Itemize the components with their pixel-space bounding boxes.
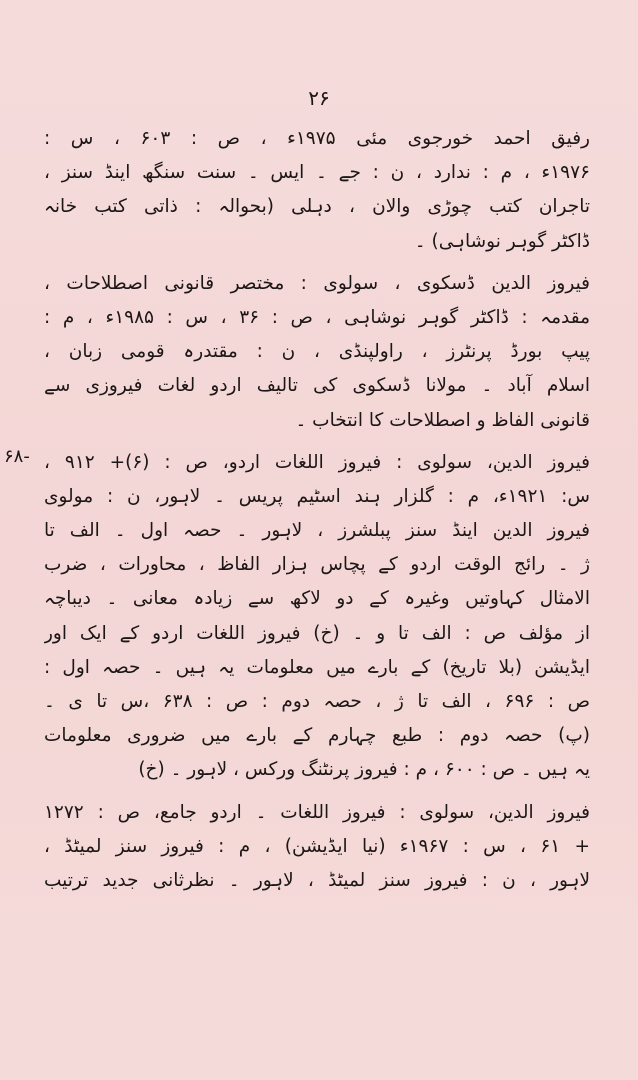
page-content bbox=[4, 122, 590, 898]
text-line: فیروز الدین، سولوی : فیروز اللغات اردو، ص : (۶)+ ۹۱۲ ، bbox=[44, 451, 590, 473]
text-line: مقدمہ : ڈاکٹر گوہر نوشاہی ، ص : ۳۶ ، س : ۱۹۸۵ء ، م : bbox=[44, 306, 590, 328]
text-line: ص : ۶۹۶ ، الف تا ژ ، حصہ دوم : ص : ۶۳۸ ،س تا ی ۔ bbox=[44, 691, 590, 712]
entry-feroz-jame bbox=[44, 796, 590, 899]
text-line: رفیق احمد خورجوی مئی ۱۹۷۵ء ، ص : ۶۰۳ ، س : bbox=[44, 128, 590, 149]
text-line: ڈاکٹر گوہر نوشاہی) ۔ bbox=[414, 230, 590, 252]
text-line: الامثال کہاوتیں وغیرہ کے دو لاکھ سے زیادہ معانی ۔ دیباچہ bbox=[44, 588, 590, 610]
text-line: (پ) حصہ دوم : طبع چہارم کے بارے میں ضروری معلومات bbox=[44, 725, 590, 747]
text-line: فیروز الدین اینڈ سنز پبلشرز ، لاہور ۔ حصہ اول ۔ الف تا bbox=[44, 520, 590, 542]
entry-number: ۶۸- bbox=[4, 445, 30, 467]
page-number: ۲۶ bbox=[308, 86, 330, 110]
text-line: پیپ بورڈ پرنٹرز ، راولپنڈی ، ن : مقتدرہ قومی زبان ، bbox=[44, 341, 590, 363]
text-line: اسلام آباد ۔ مولانا ڈسکوی کی تالیف اردو لغات فیروزی سے bbox=[44, 375, 590, 397]
text-line: از مؤلف ص : الف تا و ۔ (خ) فیروز اللغات اردو کے ایک اور bbox=[44, 622, 590, 644]
text-line: فیروز الدین ڈسکوی ، سولوی : مختصر قانونی اصطلاحات ، bbox=[44, 272, 590, 294]
text-line: ایڈیشن (بلا تاریخ) کے بارے میں معلومات یہ ہیں ۔ حصہ اول : bbox=[44, 656, 590, 678]
text-line: یہ ہیں ۔ ص : ۶۰۰ ، م : فیروز پرنٹنگ ورکس ، لاہور ۔ (خ) bbox=[138, 759, 590, 781]
text-line: + ۶۱ ، س : ۱۹۶۷ء (نیا ایڈیشن) ، م : فیروز سنز لمیٹڈ ، bbox=[44, 835, 590, 857]
text-line: فیروز الدین، سولوی : فیروز اللغات ۔ اردو جامع، ص : ۱۲۷۲ bbox=[44, 801, 590, 823]
text-line: ژ ۔ رائج الوقت اردو کے پچاس ہزار الفاظ ، محاورات ، ضرب bbox=[44, 554, 590, 576]
text-line: ۱۹۷۶ء ، م : ندارد ، ن : جے ۔ ایس ۔ سنت سنگھ اینڈ سنز ، bbox=[44, 162, 590, 184]
text-line: تاجران کتب چوڑی والان ، دہلی (بحوالہ : ذاتی کتب خانہ bbox=[44, 196, 590, 218]
text-line: لاہور ، ن : فیروز سنز لمیٹڈ ، لاہور ۔ نظرثانی جدید ترتیب bbox=[44, 869, 590, 891]
entry-rafiq-ahmad bbox=[44, 122, 590, 259]
text-line: س: ۱۹۲۱ء، م : گلزار ہند اسٹیم پریس ۔ لاہور، ن : مولوی bbox=[44, 485, 590, 507]
text-line: قانونی الفاظ و اصطلاحات کا انتخاب ۔ bbox=[295, 409, 590, 431]
entry-feroz-daskawi bbox=[44, 267, 590, 438]
entry-68-feroz-ul-lughat bbox=[4, 445, 590, 788]
